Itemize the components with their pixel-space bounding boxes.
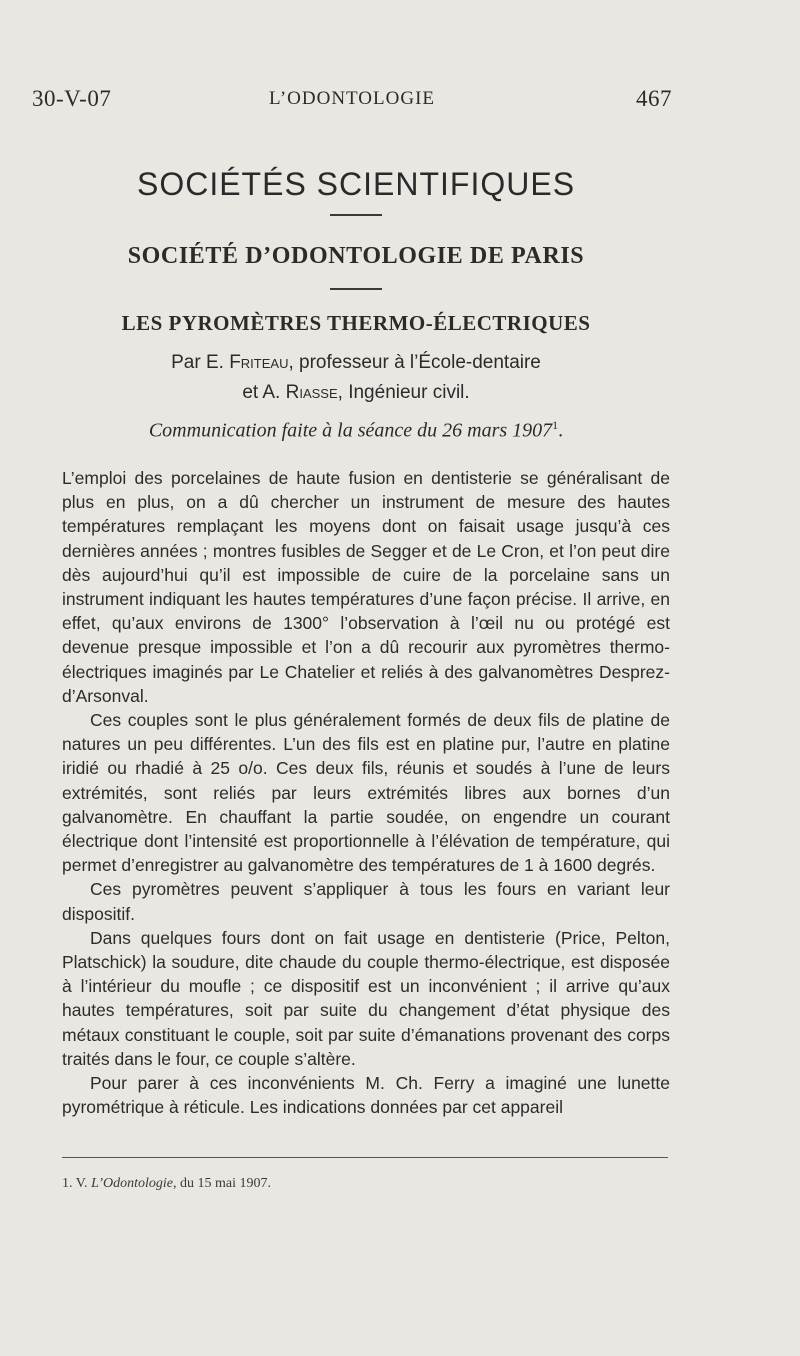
paragraph: Ces couples sont le plus généralement formés de deux fils de platine de natures un peu différentes. L’un des fils est en platine pur, l’autre en platine iridié ou rhadié à 25 o/o. Ces deux fils, réunis et soudés à l’une de leurs extrémités, sont reliés par leurs extrémités libres aux bornes d’un galvanomètre. En chauffant la partie soudée, on engendre un courant électrique dont l’intensité est proportionnelle à l’élévation de température, qui permet d’enregistrer au galvanomètre des températures de 1 à 1600 degrés. — [62, 710, 670, 876]
article-body — [62, 466, 670, 1119]
issue-date: 30-V-07 — [32, 86, 112, 111]
section-title: SOCIÉTÉS SCIENTIFIQUES — [136, 166, 576, 202]
paragraph: Pour parer à ces inconvénients M. Ch. Ferry a imaginé une lunette pyrométrique à réticule. Les indications données par cet appareil — [62, 1073, 670, 1118]
footnote-divider — [62, 1157, 668, 1158]
paragraph: Ces pyromètres peuvent s’appliquer à tous les fours en variant leur dispositif. — [62, 879, 670, 924]
article-title: LES PYROMÈTRES THERMO-ÉLECTRIQUES — [121, 311, 591, 335]
byline-line-2: et A. Riasse, Ingénieur civil. — [242, 382, 470, 403]
journal-name: L’ODONTOLOGIE — [268, 88, 436, 109]
title-divider — [330, 214, 382, 216]
running-head — [32, 86, 672, 116]
author-riasse: Riasse — [285, 382, 338, 403]
society-title: SOCIÉTÉ D’ODONTOLOGIE DE PARIS — [127, 243, 585, 269]
communication-note: Communication faite à la séance du 26 mars 1907$^1$. — [148, 418, 564, 442]
paragraph: Dans quelques fours dont on fait usage en dentisterie (Price, Pelton, Platschick) la soudure, dite chaude du couple thermo-électrique, est disposée à l’intérieur du moufle ; ce dispositif est un inconvénient ; il arrive qu’aux hautes températures, soit par suite du changement d’état physique des métaux constituant le couple, soit par suite d’émanations provenant des corps traités dans le four, ce couple s’altère. — [62, 927, 670, 1069]
page-number: 467 — [636, 86, 672, 111]
byline-line-1: Par E. Friteau, professeur à l’École-dentaire — [171, 352, 541, 373]
footnote-reference: 1 — [552, 418, 559, 432]
author-friteau: Friteau — [229, 352, 289, 373]
paragraph: L’emploi des porcelaines de haute fusion en dentisterie se généralisant de plus en plus, on a dû chercher un instrument de mesure des hautes températures remplaçant les moyens dont on faisait usage jusqu’à ces dernières années ; montres fusibles de Segger et de Le Cron, et l’on peut dire dès aujourd’hui qu’il est impossible de cuire de la porcelaine sans un instrument indiquant les hautes températures d’une façon précise. Il arrive, en effet, qu’aux environs de 1300° l’observation à l’œil nu ou protégé est devenue presque impossible et l’on a dû recourir aux pyromètres thermo-électriques imaginés par Le Chatelier et reliés à des galvanomètres Desprez-d’Arsonval. — [62, 468, 670, 706]
footnote-journal: L’Odontologie — [91, 1176, 173, 1191]
society-divider — [330, 288, 382, 290]
footnote: 1. V. L’Odontologie, du 15 mai 1907. — [62, 1176, 271, 1191]
